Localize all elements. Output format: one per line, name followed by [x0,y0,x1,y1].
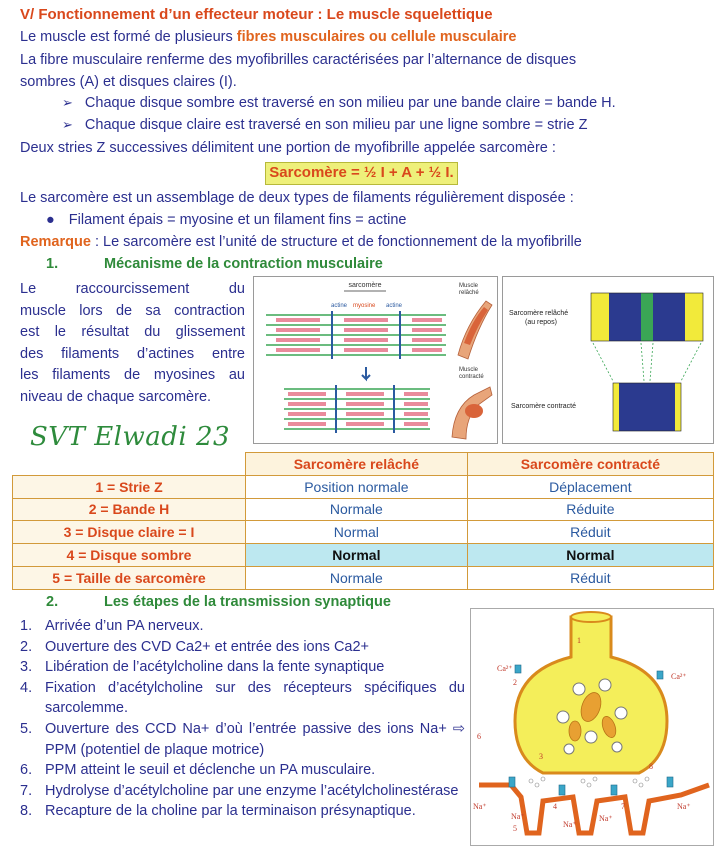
fibres-highlight: fibres musculaires ou cellule musculaire [236,29,517,45]
fig1-myosine-label: myosine [353,303,376,309]
header-contracte: Sarcomère contracté [467,453,713,476]
bullet-dot-icon: ● [46,212,55,228]
intro-line-2: La fibre musculaire renferme des myofibrilles caractérisées par l’alternance de disques [20,52,577,68]
sarcomere-comparison-table [12,452,714,590]
row-contracte-value: Réduit [467,566,713,589]
row-contracte-value: Déplacement [467,475,713,498]
part1-para-6: niveau de chaque sarcomère. [20,388,212,405]
relaxed-sarcomere-bar [591,293,703,341]
synapse-na-3: Na⁺ [563,820,577,829]
fig2-relache-label: Sarcomère relâché [509,310,569,317]
contracted-sarcomere-bar [613,383,681,431]
fig1-muscle-relache-label: Muscle [459,283,479,289]
part1-para-1: Le raccourcissement du [20,281,245,297]
list-item: 3. Libération de l’acétylcholine dans la fente synaptique [20,659,385,676]
list-item: 2. Ouverture des CVD Ca2+ et entrée des ions Ca2+ [20,638,370,655]
filament-sliding-diagram [254,277,499,445]
part1-para-2: muscle lors de sa contraction [20,302,245,319]
intro-line-4: Deux stries Z successives délimitent une portion de myofibrille appelée sarcomère : [20,140,556,156]
list-item: 4. Fixation d’acétylcholine sur des récepteurs spécifiques du sarcolemme. [20,679,465,717]
row-label: 3 = Disque claire = I [13,521,246,544]
synaptic-cleft-molecules [529,777,649,787]
synapse-label-6-left: 6 [477,732,481,741]
list-item: 7. Hydrolyse d’acétylcholine par une enzyme l’acétylcholinestérase [20,782,459,799]
presynaptic-terminal [515,612,667,773]
synaptic-steps-list [20,616,465,822]
fig1-muscle-contracte-label-2: contracté [459,374,484,380]
synapse-diagram [471,609,715,847]
part1-para-4: des filaments d’actines entre [20,345,245,362]
fig2-relache-label-2: (au repos) [525,319,557,326]
fig2-contracte-label: Sarcomère contracté [511,403,576,410]
part2-title: Les étapes de la transmission synaptique [104,594,391,610]
part1-title: Mécanisme de la contraction musculaire [104,256,383,272]
row-label: 1 = Strie Z [13,475,246,498]
fig1-muscle-contracte-label: Muscle [459,367,479,373]
header-relache: Sarcomère relâché [246,453,468,476]
bullet-filaments-text: Filament épais = myosine et un filament fins = actine [68,212,407,228]
sarcomere-state-figure [502,276,714,444]
relaxed-myofibril [266,311,446,359]
contracted-myofibril [284,385,430,433]
synapse-na-4: Na⁺ [599,814,613,823]
part1-para-3: est le résultat du glissement [20,324,245,340]
row-relache-value: Normale [246,498,468,521]
fig1-actine-label-1: actine [331,303,348,309]
table-header-row [13,453,714,476]
bullet-strie-z: ➢ Chaque disque claire est traversé en son milieu par une ligne sombre = strie Z [62,117,587,133]
table-row [13,566,714,589]
synapse-na-1: Na⁺ [473,802,487,811]
synapse-ca-right: Ca²⁺ [671,672,687,681]
part2-number: 2. [46,594,59,610]
synapse-ca-left: Ca²⁺ [497,664,513,673]
part1-para-5: les filaments de myosines au [20,367,245,383]
synapse-label-2: 2 [513,678,517,687]
synapse-label-1: 1 [577,636,581,645]
list-item: 5. Ouverture des CCD Na+ d’où l’entrée passive des ions Na+ ⇨ PPM (potentiel de plaque motrice) [20,720,465,758]
fig1-sarcomere-label: sarcomère [348,282,382,289]
row-contracte-value: Normal [467,544,713,567]
synapse-label-4: 4 [553,802,557,811]
row-contracte-value: Réduit [467,521,713,544]
table-row [13,521,714,544]
table-row-highlighted [13,544,714,567]
synapse-label-7: 7 [621,802,625,811]
fig1-actine-label-2: actine [386,303,403,309]
table-row [13,498,714,521]
synapse-na-2: Na⁺ [511,812,525,821]
remark-text: : Le sarcomère est l’unité de structure et de fonctionnement de la myofibrille [90,234,582,250]
table-row [13,475,714,498]
row-label: 4 = Disque sombre [13,544,246,567]
intro-line-5: Le sarcomère est un assemblage de deux types de filaments régulièrement disposée : [20,190,574,206]
row-label: 2 = Bande H [13,498,246,521]
relaxed-arm-icon [458,301,492,359]
synapse-label-8: 8 [649,762,653,771]
row-relache-value: Normale [246,566,468,589]
fig2-connector-lines [593,343,701,381]
table-corner-cell [13,453,246,476]
row-relache-value: Normal [246,521,468,544]
list-item: 6. PPM atteint le seuil et déclenche un PA musculaire. [20,762,376,779]
intro-line-1 [20,29,516,45]
bullet-bande-h: ➢ Chaque disque sombre est traversé en son milieu par une bande claire = bande H. [62,95,616,111]
sarcomere-formula: Sarcomère = ½ I + A + ½ I. [265,162,458,185]
section-title: V/ Fonctionnement d’un effecteur moteur : Le muscle squelettique [20,6,493,23]
down-arrow-icon [362,367,370,379]
intro-line-3: sombres (A) et disques claires (I). [20,74,237,90]
part1-number: 1. [46,256,59,272]
bullet-filaments [46,212,406,228]
remark-label: Remarque [20,234,91,250]
list-item: 8. Recapture de la choline par la terminaison présynaptique. [20,803,416,820]
filament-sliding-figure [253,276,498,444]
list-item: 1. Arrivée d’un PA nerveux. [20,618,204,634]
sarcomere-state-diagram [503,277,715,445]
row-relache-value: Normal [246,544,468,567]
fig1-muscle-relache-label-2: relâché [459,290,479,296]
synapse-label-5: 5 [513,824,517,833]
author-signature: SVT Elwadi 23 [30,422,231,452]
synapse-figure [470,608,714,846]
contracted-arm-icon [452,387,492,439]
row-relache-value: Position normale [246,475,468,498]
synapse-label-3: 3 [539,752,543,761]
intro-line-1-text: Le muscle est formé de plusieurs [20,29,237,45]
remark-line [20,234,582,250]
synapse-na-5: Na⁺ [677,802,691,811]
row-label: 5 = Taille de sarcomère [13,566,246,589]
row-contracte-value: Réduite [467,498,713,521]
